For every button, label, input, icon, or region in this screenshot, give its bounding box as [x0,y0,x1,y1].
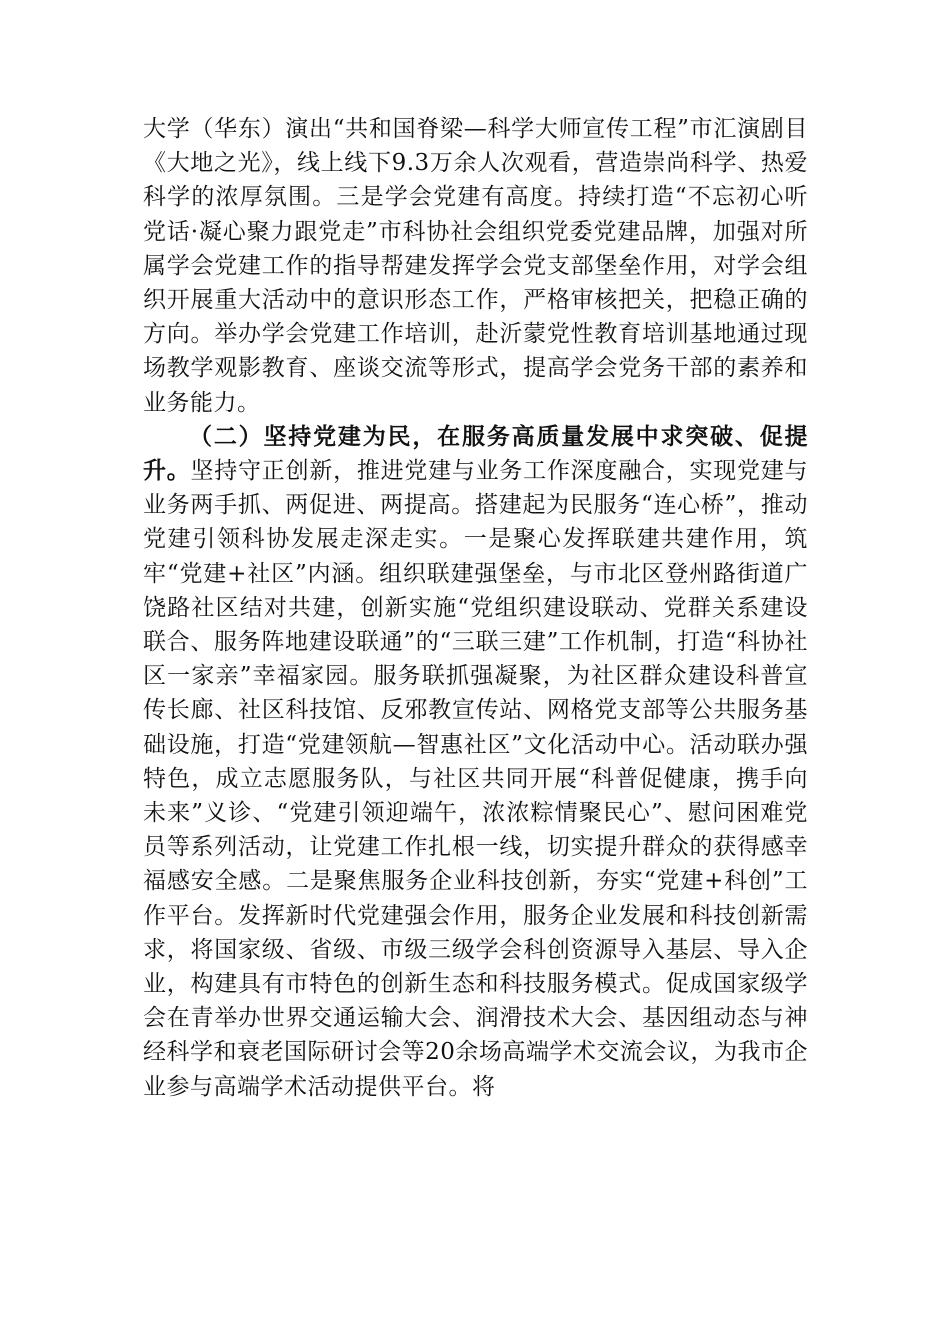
body-paragraph-1: 大学（华东）演出“共和国脊梁—科学大师宣传工程”市汇演剧目《大地之光》，线上线下9.3万余人次观看，营造崇尚科学、热爱科学的浓厚氛围。三是学会党建有高度。持续打造“不忘初心听党话·凝心聚力跟党走”市科协社会组织党委党建品牌，加强对所属学会党建工作的指导帮建发挥学会党支部堡垒作用，对学会组织开展重大活动中的意识形态工作，严格审核把关，把稳正确的方向。举办学会党建工作培训，赴沂蒙党性教育培训基地通过现场教学观影教育、座谈交流等形式，提高学会党务干部的素养和业务能力。 [143,116,808,416]
body-paragraph-2 [143,420,808,1104]
document-page [143,112,808,1104]
section-body-text: 坚持守正创新，推进党建与业务工作深度融合，实现党建与业务两手抓、两促进、两提高。搭建起为民服务“连心桥”，推动党建引领科协发展走深走实。一是聚心发挥联建共建作用，筑牢“党建+社区”内涵。组织联建强堡垒，与市北区登州路街道广饶路社区结对共建，创新实施“党组织建设联动、党群关系建设联合、服务阵地建设联通”的“三联三建”工作机制，打造“科协社区一家亲”幸福家园。服务联抓强凝聚，为社区群众建设科普宣传长廊、社区科技馆、反邪教宣传站、网格党支部等公共服务基础设施，打造“党建领航—智惠社区”文化活动中心。活动联办强特色，成立志愿服务队，与社区共同开展“科普促健康，携手向未来”义诊、“党建引领迎端午，浓浓粽情聚民心”、慰问困难党员等系列活动，让党建工作扎根一线，切实提升群众的获得感幸福感安全感。二是聚焦服务企业科技创新，夯实“党建+科创”工作平台。发挥新时代党建强会作用，服务企业发展和科技创新需求，将国家级、省级、市级三级学会科创资源导入基层、导入企业，构建具有市特色的创新生态和科技服务模式。促成国家级学会在青举办世界交通运输大会、润滑技术大会、基因组动态与神经科学和衰老国际研讨会等20余场高端学术交流会议，为我市企业参与高端学术活动提供平台。将 [143,458,809,1100]
section-heading: （二）坚持党建为民，在服务高质量发展中求突破、促提升。 [143,422,808,485]
